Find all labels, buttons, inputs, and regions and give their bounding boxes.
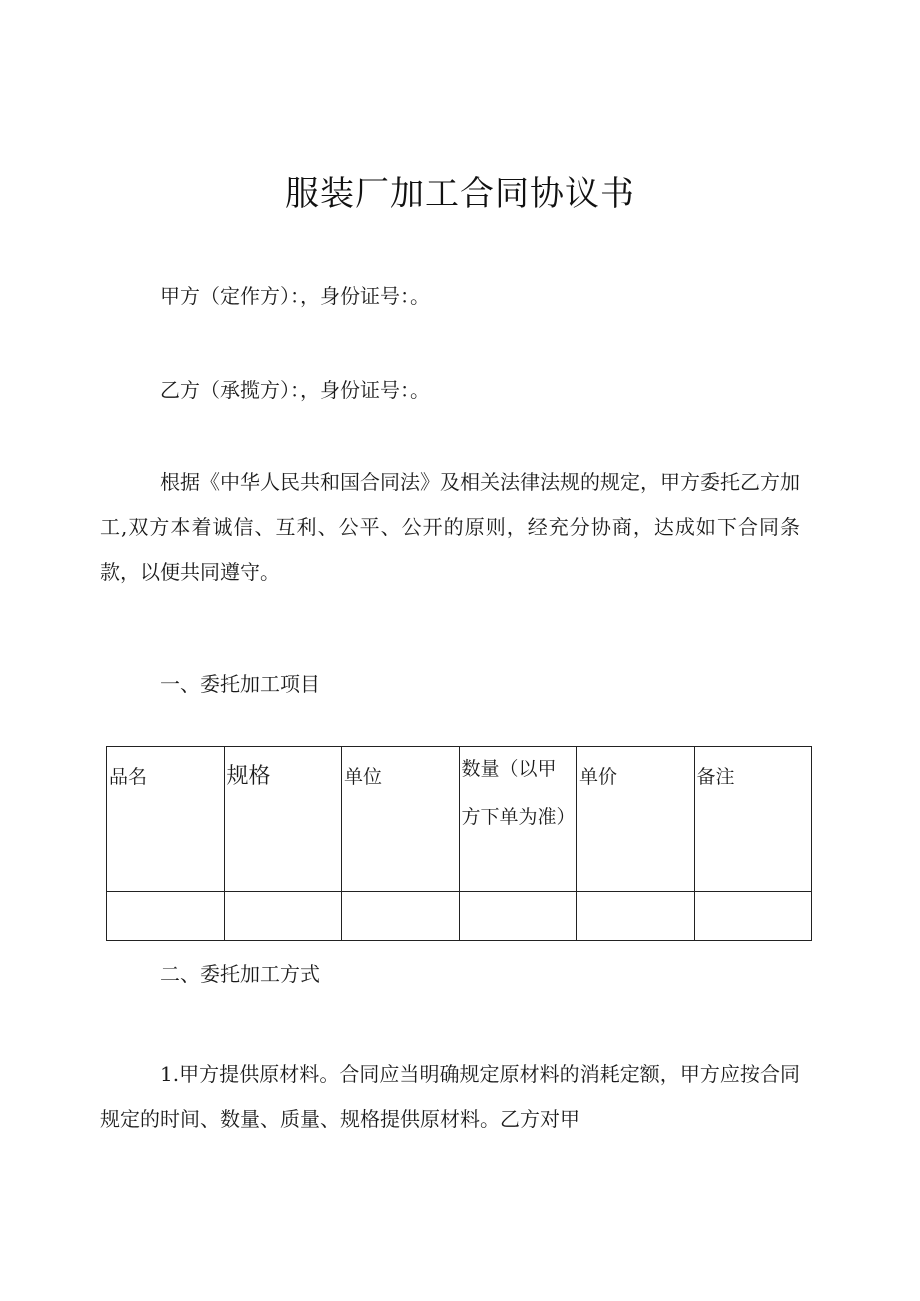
table-header-cell: [224, 747, 342, 892]
table-header-cell: 品名: [107, 747, 225, 892]
party-b-line: 乙方（承揽方）：，身份证号：。: [160, 378, 430, 402]
intro-paragraph: 根据《中华人民共和国合同法》及相关法律法规的规定，甲方委托乙方加工,双方本着诚信、互利、公平、公开的原则，经充分协商，达成如下合同条款，以便共同遵守。: [100, 470, 800, 584]
party-a-line: 甲方（定作方）：，身份证号：。: [160, 284, 430, 308]
table-header-cell: [459, 747, 577, 892]
section-1-heading: 一、委托加工项目: [160, 672, 320, 696]
table-header-label: 规格: [226, 764, 271, 789]
table-header-cell: 备注: [694, 747, 812, 892]
table-header-label: 数量（以甲方下单为准）: [461, 758, 576, 828]
table-cell: [459, 892, 577, 941]
table-cell: [577, 892, 695, 941]
clause-1-paragraph: 1.甲方提供原材料。合同应当明确规定原材料的消耗定额，甲方应按合同规定的时间、数量、质量、规格提供原材料。乙方对甲: [100, 1062, 800, 1131]
table-cell: [342, 892, 460, 941]
table-row: [107, 892, 812, 941]
processing-items-table: [106, 746, 812, 941]
table-header-cell: 单位: [342, 747, 460, 892]
table-header-row: [107, 747, 812, 892]
table-cell: [107, 892, 225, 941]
document-title: 服装厂加工合同协议书: [285, 174, 635, 214]
table-cell: [224, 892, 342, 941]
table-header-cell: 单价: [577, 747, 695, 892]
table-cell: [694, 892, 812, 941]
section-2-heading: 二、委托加工方式: [160, 962, 320, 986]
